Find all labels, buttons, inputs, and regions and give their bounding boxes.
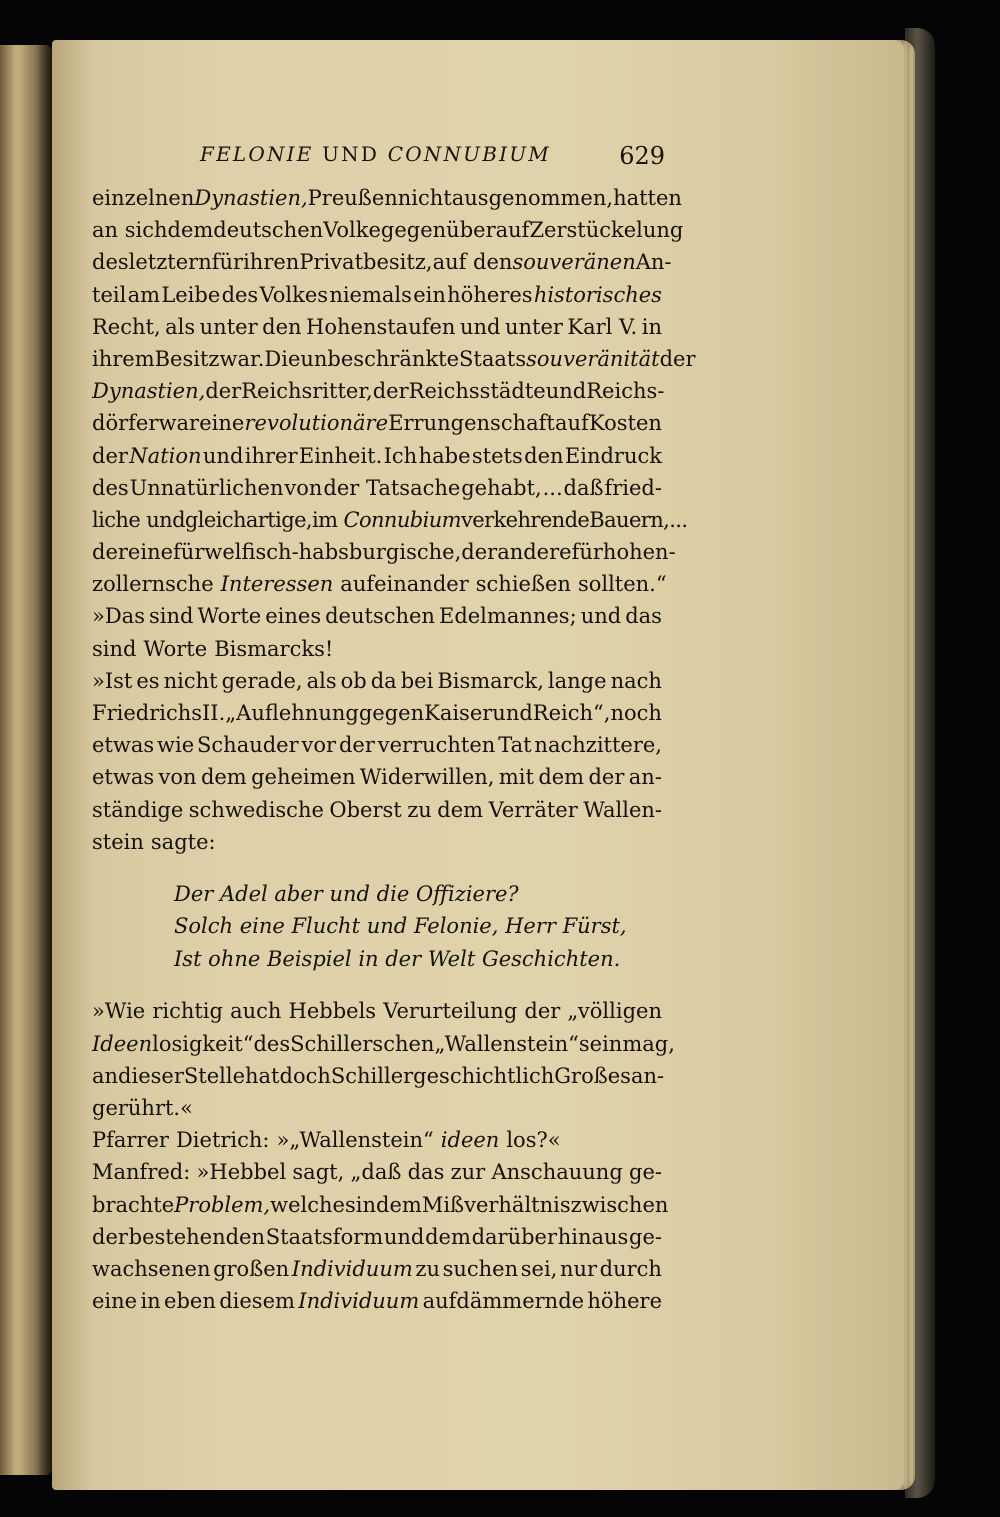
text-line: [92, 472, 662, 504]
text-line: [92, 568, 667, 600]
word: Hebbels: [288, 999, 377, 1024]
word: der: [338, 733, 375, 758]
word: in: [140, 1289, 161, 1314]
word: für: [571, 540, 603, 565]
word: etwas: [92, 733, 155, 758]
word: dem: [376, 1192, 422, 1217]
word: bei: [400, 668, 434, 693]
word: ihrem: [92, 346, 155, 371]
word: einzelnen: [92, 186, 195, 210]
word: nicht: [397, 186, 452, 210]
word: Mißverhältnis: [421, 1192, 571, 1217]
text-line: [92, 1028, 675, 1060]
word: hinaus: [557, 1224, 629, 1249]
word: gegen: [358, 701, 425, 725]
word: in: [641, 314, 662, 339]
word: sagte:: [150, 829, 216, 854]
word: »Das: [92, 604, 145, 629]
word: schießen: [475, 572, 571, 597]
word: Problem,: [174, 1192, 271, 1217]
word: Ich: [383, 443, 418, 468]
gutter-shadow: [20, 45, 54, 1475]
word: der: [461, 540, 498, 565]
text-line: [92, 633, 662, 665]
word: deutschen: [213, 218, 324, 243]
word: Individuum: [298, 1289, 420, 1314]
word: aufeinander: [340, 572, 469, 597]
word: »„Wallenstein“: [276, 1128, 434, 1153]
word: hat: [245, 1063, 280, 1088]
word: zwischen: [570, 1192, 669, 1217]
word: „daß: [350, 1160, 402, 1185]
word: der: [588, 765, 625, 790]
word: niemals: [329, 282, 412, 307]
word: gerührt.«: [92, 1096, 193, 1120]
text-line: [92, 536, 676, 568]
word: nach: [610, 668, 662, 693]
word: der: [659, 346, 696, 371]
word: ge-: [629, 1224, 662, 1249]
word: ob: [340, 668, 367, 693]
text-line: [92, 1253, 662, 1285]
word: Kaiser: [424, 701, 493, 725]
text-line: [92, 407, 662, 439]
word: Bauern,: [589, 507, 670, 532]
word: suchen: [442, 1256, 519, 1281]
word: vor: [301, 733, 337, 758]
word: sein: [578, 1031, 623, 1056]
word: dem: [167, 218, 214, 243]
page-header: [200, 142, 665, 178]
text-line: [92, 375, 665, 407]
word: Karl V.: [567, 314, 638, 339]
word: Edelmannes;: [438, 604, 577, 629]
word: Errungenschaft: [388, 411, 555, 436]
word: sagt,: [292, 1160, 345, 1185]
word: welches: [270, 1192, 356, 1217]
word: Tat: [498, 733, 532, 758]
word: und: [383, 1224, 425, 1249]
running-head-part: FELONIE: [200, 142, 314, 166]
word: darüber: [471, 1224, 558, 1249]
word: geschichtlich: [413, 1063, 555, 1088]
word: und: [545, 379, 587, 404]
word: und: [492, 701, 533, 725]
word: Wallen-: [583, 797, 662, 822]
text-line: [92, 1092, 662, 1124]
word: den: [524, 443, 564, 468]
word: dörfer: [92, 411, 159, 436]
text-line: [92, 665, 662, 697]
word: Manfred:: [92, 1160, 191, 1185]
word: hatten: [613, 186, 682, 210]
word: der: [372, 379, 409, 404]
word: verkehrende: [460, 507, 590, 532]
word: und: [580, 604, 622, 629]
body-text: [92, 182, 696, 1317]
word: Reichs-: [586, 379, 665, 404]
word: von: [284, 475, 323, 500]
text-line: [92, 246, 672, 278]
word: Zerstückelung: [529, 218, 684, 243]
word: nicht: [163, 668, 218, 693]
word: gerade,: [221, 668, 303, 693]
word: Individuum: [291, 1256, 413, 1281]
word: war.: [219, 346, 265, 371]
word: diesem: [219, 1289, 295, 1314]
word: eben: [164, 1289, 216, 1314]
text-line: [92, 1189, 669, 1221]
word: Preußen: [307, 186, 398, 210]
word: da: [370, 668, 397, 693]
word: letztern: [128, 250, 212, 275]
word: verruchten: [377, 733, 496, 758]
word: ihrer: [244, 443, 298, 468]
word: sind: [92, 636, 137, 661]
word: mit: [498, 765, 534, 790]
word: des: [92, 250, 129, 275]
word: andere: [497, 540, 572, 565]
word: Anschauung: [491, 1160, 623, 1185]
word: unter: [199, 314, 258, 339]
word: sei,: [520, 1256, 558, 1281]
word: Kosten: [588, 411, 662, 436]
paragraph-block-1: [92, 182, 696, 858]
word: dem: [200, 765, 247, 790]
word: des: [253, 1031, 291, 1056]
word: an-: [630, 1063, 665, 1088]
word: der: [92, 1224, 128, 1249]
word: Worte: [197, 604, 262, 629]
paragraph-block-2: [92, 995, 675, 1317]
word: Bismarck,: [437, 668, 544, 693]
word: geheimen: [251, 765, 356, 790]
word: das: [625, 604, 662, 629]
word: Worte: [143, 636, 208, 661]
word: Verurteilung: [383, 999, 518, 1024]
word: und: [202, 443, 244, 468]
word: „völligen: [567, 999, 662, 1024]
word: Staatssouveränität: [459, 346, 660, 371]
word: das: [407, 1160, 445, 1185]
word: liche und: [92, 507, 185, 532]
word: großen: [213, 1256, 290, 1281]
word: Pfarrer: [92, 1128, 169, 1153]
word: An-: [635, 250, 672, 275]
word: auch: [230, 999, 282, 1024]
word: aufdämmernde: [422, 1289, 585, 1314]
word: eine: [199, 411, 245, 436]
word: noch: [610, 701, 662, 725]
text-line: [92, 440, 662, 472]
word: gehabt,: [461, 475, 542, 500]
word: gleichartige,: [184, 507, 312, 532]
verse-quotation: [92, 878, 662, 976]
word: zu: [407, 797, 432, 822]
text-line: [92, 761, 662, 793]
verse-line: Solch eine Flucht und Felonie, Herr Fürst,: [174, 914, 627, 939]
word: lange: [547, 668, 607, 693]
text-line: [92, 1285, 662, 1317]
word: der: [92, 540, 128, 565]
text-line: [92, 600, 662, 632]
word: revolutionäre: [244, 411, 389, 436]
word: ge-: [629, 1160, 662, 1185]
word: dem: [425, 1224, 471, 1249]
word: Staatsform: [265, 1224, 384, 1249]
word: in: [355, 1192, 377, 1217]
verse-line: Ist ohne Beispiel in der Welt Geschichten.: [174, 946, 621, 971]
word: hohen-: [602, 540, 676, 565]
text-line: [92, 697, 662, 729]
word: eine: [127, 540, 174, 565]
word: an: [92, 1063, 119, 1088]
word: Dynastien,: [194, 186, 308, 210]
word: Hohenstaufen: [306, 314, 456, 339]
word: des: [221, 282, 259, 307]
word: schwedische: [188, 797, 324, 822]
word: »Hebbel: [196, 1160, 287, 1185]
word: ausgenommen,: [451, 186, 614, 210]
word: ideen los?«: [440, 1128, 561, 1153]
running-head-part: CONNUBIUM: [387, 142, 551, 166]
word: habe: [418, 443, 471, 468]
word: Friedrichs: [92, 701, 203, 725]
word: höheres: [447, 282, 533, 307]
word: am: [127, 282, 161, 307]
word: unter: [504, 314, 563, 339]
word: für: [211, 250, 244, 275]
word: Reich“,: [532, 701, 611, 725]
word: zollernsche: [92, 572, 214, 597]
text-line: [92, 794, 662, 826]
running-head: [200, 142, 551, 166]
word: im Connubium: [311, 507, 461, 532]
word: der Tatsache: [323, 475, 461, 500]
word: dem: [437, 797, 484, 822]
word: es: [136, 668, 160, 693]
word: als: [306, 668, 337, 693]
word: wie: [157, 733, 195, 758]
word: richtig: [152, 999, 223, 1024]
word: welfisch-habsburgische,: [204, 540, 462, 565]
word: deutschen: [325, 604, 435, 629]
word: brachte: [92, 1192, 175, 1217]
text-line: [92, 504, 688, 536]
word: Besitz: [154, 346, 220, 371]
word: sind: [149, 604, 194, 629]
word: »Ist: [92, 668, 133, 693]
word: stein: [92, 829, 144, 854]
word: an-: [628, 765, 662, 790]
word: ...: [669, 507, 688, 532]
page-number: 629: [619, 142, 665, 170]
word: Großes: [554, 1063, 631, 1088]
word: Dietrich:: [175, 1128, 270, 1153]
word: Reichsstädte: [408, 379, 546, 404]
word: dem: [538, 765, 585, 790]
word: der: [205, 379, 242, 404]
word: und: [459, 314, 501, 339]
word: „Wallenstein“: [434, 1031, 579, 1056]
text-line: [92, 1124, 662, 1156]
word: ein: [413, 282, 446, 307]
word: des: [92, 475, 129, 500]
word: Verräter: [488, 797, 578, 822]
word: historisches: [533, 282, 662, 307]
word: fried-: [604, 475, 662, 500]
text-line: [92, 279, 662, 311]
word: II.: [202, 701, 226, 725]
word: bestehenden: [128, 1224, 266, 1249]
text-line: [92, 1060, 665, 1092]
word: Einheit.: [298, 443, 383, 468]
word: souveränen: [512, 250, 636, 275]
word: Privatbesitz,: [299, 250, 433, 275]
word: für: [173, 540, 205, 565]
word: nachzittere,: [534, 733, 662, 758]
word: höhere: [587, 1289, 662, 1314]
word: Volkes: [259, 282, 329, 307]
word: Eindruck: [564, 443, 662, 468]
word: Ideenlosigkeit“: [92, 1031, 254, 1056]
word: Bismarcks!: [214, 636, 334, 661]
text-line: [92, 729, 662, 761]
word: zur: [450, 1160, 486, 1185]
word: Widerwillen,: [359, 765, 495, 790]
word: Oberst: [329, 797, 402, 822]
word: durch: [599, 1256, 662, 1281]
word: etwas: [92, 765, 155, 790]
text-line: [92, 182, 682, 214]
word: Reichsritter,: [241, 379, 373, 404]
word: der: [92, 443, 128, 468]
word: auf den: [432, 250, 513, 275]
word: Leibe: [161, 282, 221, 307]
word: auf: [495, 218, 530, 243]
word: Interessen: [220, 572, 334, 597]
word: Unnatürlichen: [129, 475, 284, 500]
word: wachsenen: [92, 1256, 211, 1281]
text-line: [92, 995, 662, 1027]
word: „Auflehnung: [225, 701, 359, 725]
text-line: [92, 343, 696, 375]
word: gegenüber: [380, 218, 496, 243]
word: mag,: [622, 1031, 675, 1056]
word: war: [158, 411, 200, 436]
word: als: [165, 314, 196, 339]
word: Die: [264, 346, 301, 371]
word: Nation: [129, 443, 202, 468]
word: zu: [415, 1256, 440, 1281]
word: Schiller: [330, 1063, 414, 1088]
running-head-part: UND: [322, 142, 380, 166]
word: ihren: [243, 250, 300, 275]
text-line: [92, 311, 662, 343]
word: Dynastien,: [92, 379, 206, 404]
word: daß: [563, 475, 604, 500]
word: doch: [279, 1063, 331, 1088]
word: nur: [559, 1256, 598, 1281]
word: an sich: [92, 218, 168, 243]
text-line: [92, 826, 662, 858]
word: Schillerschen: [290, 1031, 435, 1056]
word: eine: [92, 1289, 138, 1314]
text-line: [92, 214, 684, 246]
word: auf: [555, 411, 589, 436]
word: unbeschränkte: [300, 346, 460, 371]
word: teil: [92, 282, 127, 307]
word: stets: [471, 443, 523, 468]
word: Recht,: [92, 314, 161, 339]
word: dieser: [118, 1063, 184, 1088]
word: den: [262, 314, 302, 339]
word: ...: [542, 475, 563, 500]
text-line: [92, 1221, 662, 1253]
word: Stelle: [183, 1063, 246, 1088]
word: Volke: [323, 218, 381, 243]
word: von: [158, 765, 197, 790]
word: der: [524, 999, 561, 1024]
text-line: [92, 1156, 662, 1188]
verse-line: Der Adel aber und die Offiziere?: [174, 881, 519, 906]
word: eines: [265, 604, 322, 629]
word: »Wie: [92, 999, 146, 1024]
word: Schauder: [197, 733, 299, 758]
word: sollten.“: [577, 572, 667, 597]
word: ständige: [92, 797, 184, 822]
